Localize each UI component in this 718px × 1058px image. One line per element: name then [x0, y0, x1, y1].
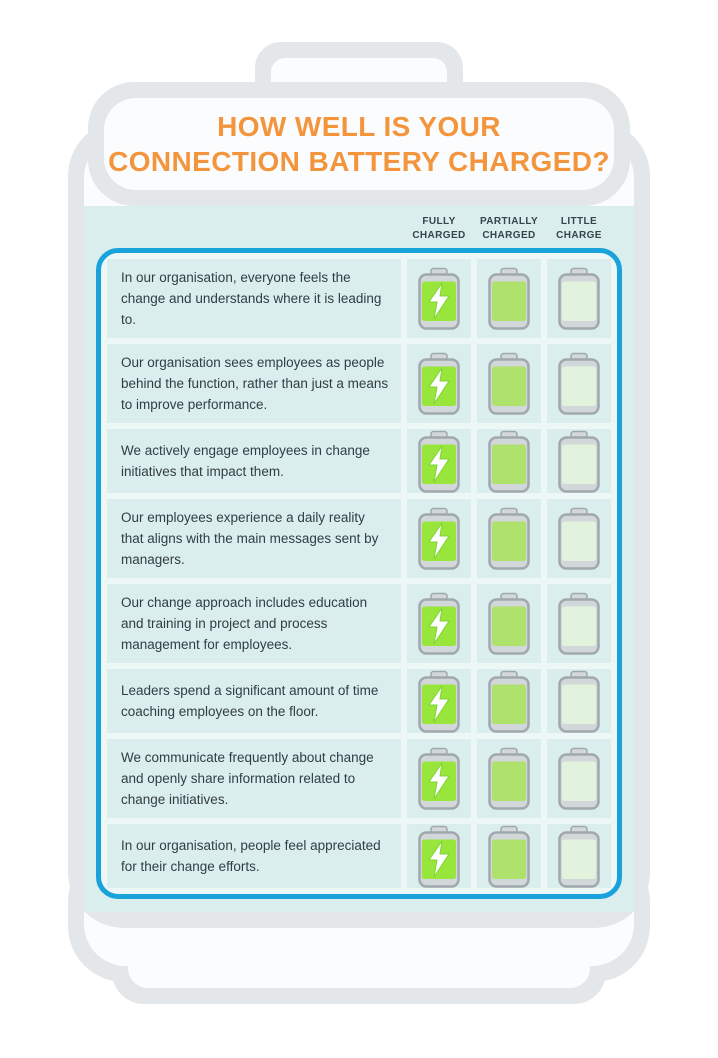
battery-cell-fully — [407, 259, 471, 338]
battery-cell-little — [547, 429, 611, 493]
battery-partially-icon — [486, 825, 532, 888]
table-row — [107, 739, 611, 818]
column-headers — [96, 215, 622, 243]
battery-cell-fully — [407, 584, 471, 663]
battery-little-icon — [556, 592, 602, 655]
table-row — [107, 669, 611, 733]
battery-cell-little — [547, 259, 611, 338]
battery-cell-fully — [407, 669, 471, 733]
statement-text: In our organisation, everyone feels the change and understands where it is leading to. — [107, 259, 401, 338]
battery-partially-icon — [486, 267, 532, 330]
battery-cell-partially — [477, 824, 541, 888]
table-row — [107, 259, 611, 338]
battery-partially-icon — [486, 592, 532, 655]
battery-fully-icon — [416, 352, 462, 415]
statement-text: Our employees experience a daily reality that aligns with the main messages sent by managers. — [107, 499, 401, 578]
battery-partially-icon — [486, 507, 532, 570]
table-row — [107, 584, 611, 663]
table-row — [107, 499, 611, 578]
statement-text: Leaders spend a significant amount of time coaching employees on the floor. — [107, 669, 401, 733]
battery-fully-icon — [416, 670, 462, 733]
battery-little-icon — [556, 825, 602, 888]
battery-cell-little — [547, 499, 611, 578]
battery-little-icon — [556, 352, 602, 415]
column-header-fully-charged: FULLY CHARGED — [412, 216, 466, 241]
battery-cell-partially — [477, 429, 541, 493]
statement-text: Our organisation sees employees as people behind the function, rather than just a means to improve performance. — [107, 344, 401, 423]
battery-partially-icon — [486, 670, 532, 733]
battery-cell-partially — [477, 259, 541, 338]
battery-partially-icon — [486, 430, 532, 493]
battery-partially-icon — [486, 747, 532, 810]
battery-cell-partially — [477, 584, 541, 663]
battery-cell-little — [547, 669, 611, 733]
battery-cell-little — [547, 584, 611, 663]
battery-cell-little — [547, 739, 611, 818]
battery-little-icon — [556, 747, 602, 810]
statement-text: We actively engage employees in change initiatives that impact them. — [107, 429, 401, 493]
battery-cell-partially — [477, 499, 541, 578]
battery-cell-fully — [407, 344, 471, 423]
battery-cell-partially — [477, 344, 541, 423]
assessment-table — [96, 248, 622, 899]
page-title — [104, 98, 614, 190]
battery-cell-partially — [477, 739, 541, 818]
column-header-partially-charged: PARTIALLY CHARGED — [479, 216, 539, 241]
battery-cell-little — [547, 344, 611, 423]
battery-cell-fully — [407, 824, 471, 888]
battery-fully-icon — [416, 267, 462, 330]
battery-fully-icon — [416, 507, 462, 570]
battery-cell-fully — [407, 739, 471, 818]
statement-text: Our change approach includes education and training in project and process management for employees. — [107, 584, 401, 663]
statement-text: In our organisation, people feel appreciated for their change efforts. — [107, 824, 401, 888]
battery-cell-partially — [477, 669, 541, 733]
battery-little-icon — [556, 507, 602, 570]
page-title-line2: CONNECTION BATTERY CHARGED? — [108, 146, 610, 177]
table-row — [107, 824, 611, 888]
battery-little-icon — [556, 670, 602, 733]
battery-cell-fully — [407, 429, 471, 493]
battery-little-icon — [556, 430, 602, 493]
statement-text: We communicate frequently about change and openly share information related to change initiatives. — [107, 739, 401, 818]
battery-partially-icon — [486, 352, 532, 415]
table-row — [107, 429, 611, 493]
battery-fully-icon — [416, 747, 462, 810]
battery-cell-little — [547, 824, 611, 888]
battery-fully-icon — [416, 825, 462, 888]
battery-fully-icon — [416, 430, 462, 493]
assessment-panel — [84, 206, 634, 912]
column-header-little-charge: LITTLE CHARGE — [556, 216, 602, 241]
battery-cell-fully — [407, 499, 471, 578]
battery-fully-icon — [416, 592, 462, 655]
battery-little-icon — [556, 267, 602, 330]
table-row — [107, 344, 611, 423]
page-title-line1: HOW WELL IS YOUR — [217, 111, 501, 142]
